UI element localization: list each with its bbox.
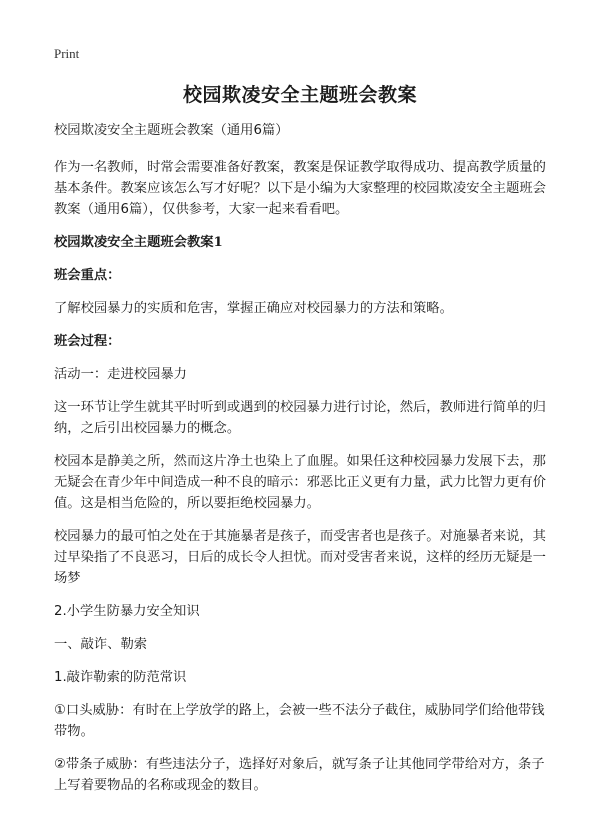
focus-heading: 班会重点：: [54, 268, 121, 283]
body-paragraph: ②带条子威胁：有些违法分子，选择好对象后，就写条子让其他同学带给对方，条子上写着要物品的名称或现金的数目。: [54, 757, 545, 793]
body-paragraph: ①口头威胁：有时在上学放学的路上，会被一些不法分子截住，威胁同学们给他带钱带物。: [54, 703, 545, 739]
process-heading: 班会过程：: [54, 334, 121, 349]
print-link[interactable]: Print: [54, 46, 80, 61]
intro-paragraph: 作为一名教师，时常会需要准备好教案，教案是保证教学取得成功、提高教学质量的基本条件。教案应该怎么写才好呢？以下是小编为大家整理的校园欺凌安全主题班会教案（通用6篇），仅供参考，大家一起来看看吧。: [54, 160, 546, 217]
section-heading: 校园欺凌安全主题班会教案1: [54, 235, 223, 250]
body-paragraph: 2.小学生防暴力安全知识: [54, 604, 200, 619]
activity-paragraph: 活动一：走进校园暴力: [54, 367, 187, 382]
body-paragraph: 一、敲诈、勒索: [54, 637, 148, 652]
focus-paragraph: 了解校园暴力的实质和危害，掌握正确应对校园暴力的方法和策略。: [54, 301, 453, 316]
body-paragraph: 校园暴力的最可怕之处在于其施暴者是孩子，而受害者也是孩子。对施暴者来说，其过早染指了不良恶习，日后的成长令人担忧。而对受害者来说，这样的经历无疑是一场梦: [54, 529, 546, 586]
body-paragraph: 1.敲诈勒索的防范常识: [54, 670, 187, 685]
document-body: [54, 120, 548, 808]
body-paragraph: 这一环节让学生就其平时听到或遇到的校园暴力进行讨论，然后，教师进行简单的归纳，之后引出校园暴力的概念。: [54, 400, 546, 436]
document-title: 校园欺凌安全主题班会教案: [182, 84, 417, 106]
subtitle-paragraph: 校园欺凌安全主题班会教案（通用6篇）: [54, 123, 289, 138]
body-paragraph: 校园本是静美之所，然而这片净土也染上了血腥。如果任这种校园暴力发展下去，那无疑会在青少年中间造成一种不良的暗示：邪恶比正义更有力量，武力比智力更有价值。这是相当危险的，所以要拒绝校园暴力。: [54, 454, 546, 511]
